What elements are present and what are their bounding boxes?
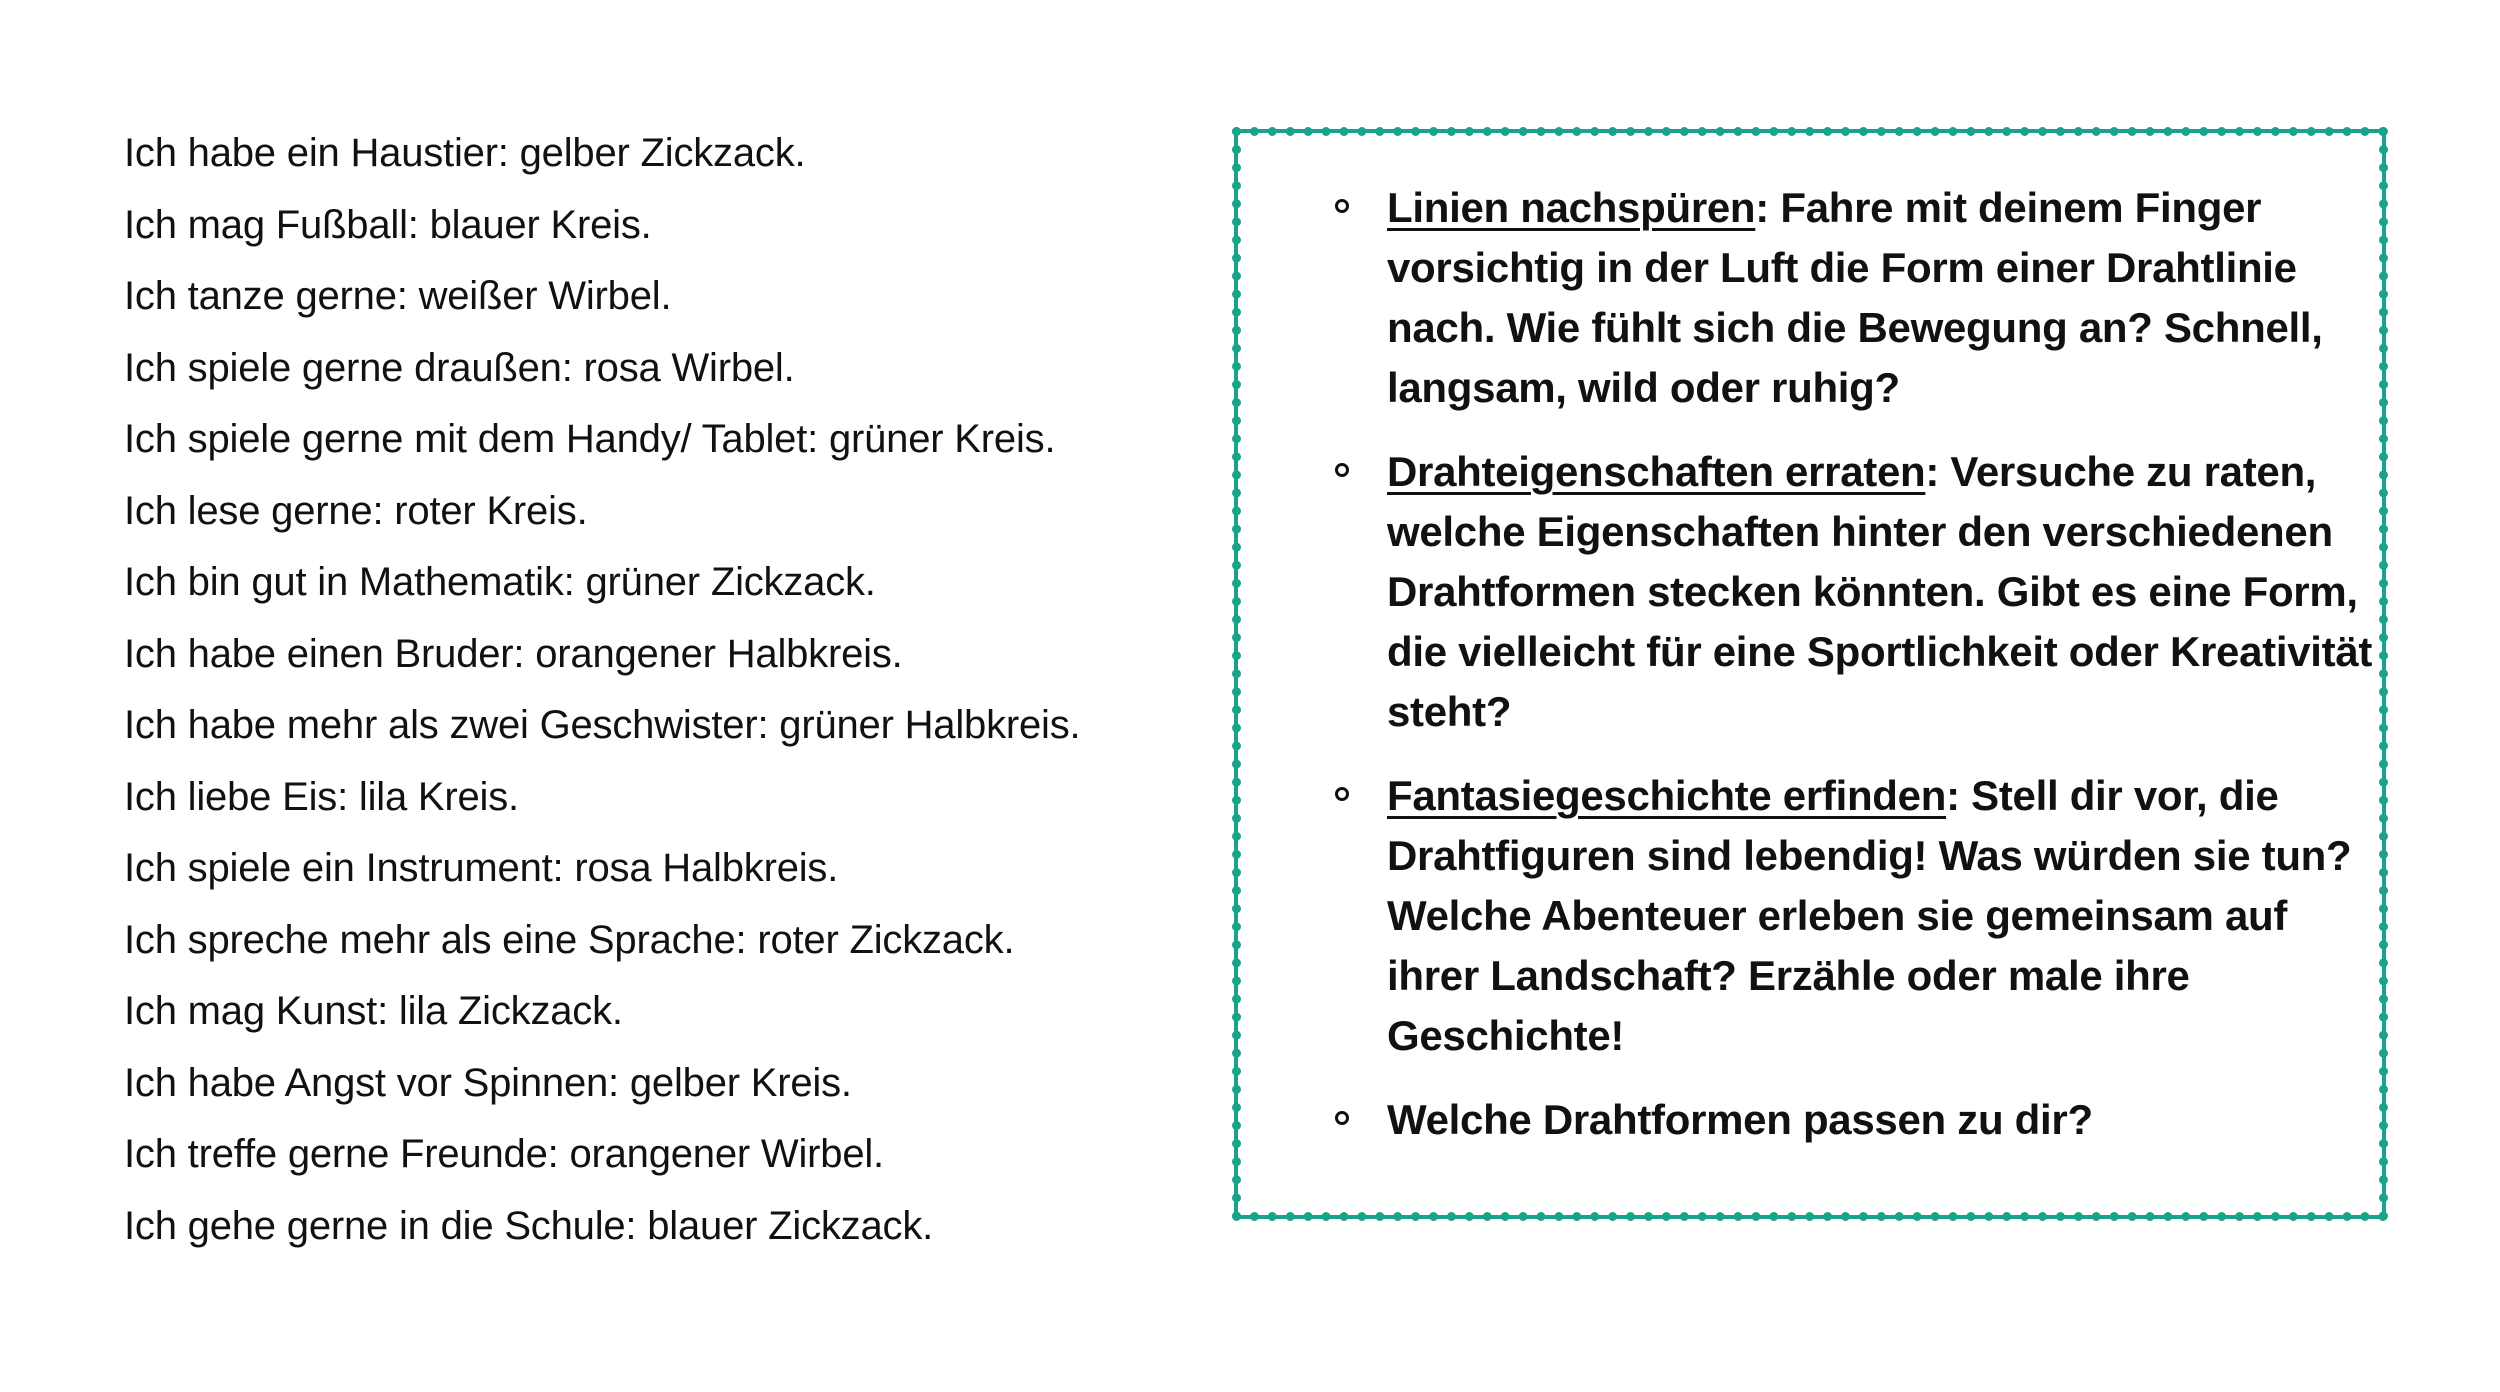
activity-tips-box — [1232, 127, 2388, 1221]
list-item: Ich spiele gerne draußen: rosa Wirbel. — [124, 345, 795, 390]
tip-item — [1331, 442, 2381, 742]
list-item: Ich treffe gerne Freunde: orangener Wirbel. — [124, 1132, 884, 1176]
bullet-circle-icon — [1335, 787, 1349, 801]
list-item: Ich spreche mehr als eine Sprache: roter Zickzack. — [124, 917, 1015, 962]
list-item: Ich spiele ein Instrument: rosa Halbkreis. — [124, 846, 839, 890]
list-item: Ich bin gut in Mathematik: grüner Zickzack. — [124, 560, 876, 604]
tip-question: Welche Drahtformen passen zu dir? — [1387, 1096, 2093, 1143]
bullet-circle-icon — [1335, 1111, 1349, 1125]
tip-text: : Stell dir vor, die Drahtfiguren sind lebendig! Was würden sie tun? Welche Abenteuer erleben sie gemeinsam auf ihrer Landschaft? Erzähle oder male ihre Geschichte! — [1387, 772, 2352, 1059]
list-item: Ich habe mehr als zwei Geschwister: grüner Halbkreis. — [124, 703, 1081, 747]
list-item: Ich habe ein Haustier: gelber Zickzack. — [124, 131, 806, 175]
bullet-circle-icon — [1335, 199, 1349, 213]
tip-item — [1331, 1090, 2381, 1150]
list-item: Ich mag Kunst: lila Zickzack. — [124, 989, 623, 1033]
tip-title: Linien nachspüren — [1387, 184, 1756, 231]
tip-text: : Versuche zu raten, welche Eigenschaften hinter den verschiedenen Drahtformen stecken könnten. Gibt es eine Form, die vielleicht für eine Sportlichkeit oder Kreativität steht? — [1387, 448, 2373, 735]
list-item: Ich liebe Eis: lila Kreis. — [124, 774, 519, 819]
list-item: Ich tanze gerne: weißer Wirbel. — [124, 274, 672, 318]
list-item: Ich gehe gerne in die Schule: blauer Zickzack. — [124, 1203, 934, 1248]
list-item: Ich habe Angst vor Spinnen: gelber Kreis. — [124, 1060, 852, 1105]
tip-item — [1331, 178, 2381, 418]
bullet-circle-icon — [1335, 463, 1349, 477]
list-item: Ich mag Fußball: blauer Kreis. — [124, 202, 652, 247]
list-item: Ich habe einen Bruder: orangener Halbkreis. — [124, 631, 903, 676]
tip-title: Drahteigenschaften erraten — [1387, 448, 1926, 495]
list-item: Ich lese gerne: roter Kreis. — [124, 488, 588, 533]
tips-list — [1331, 178, 2381, 1174]
tip-item — [1331, 766, 2381, 1066]
tip-title: Fantasiegeschichte erfinden — [1387, 772, 1947, 819]
attribute-list — [124, 118, 1184, 1262]
list-item: Ich spiele gerne mit dem Handy/ Tablet: grüner Kreis. — [124, 417, 1056, 461]
tip-text: : Fahre mit deinem Finger vorsichtig in der Luft die Form einer Drahtlinie nach. Wie fühlt sich die Bewegung an? Schnell, langsam, wild oder ruhig? — [1387, 184, 2323, 411]
